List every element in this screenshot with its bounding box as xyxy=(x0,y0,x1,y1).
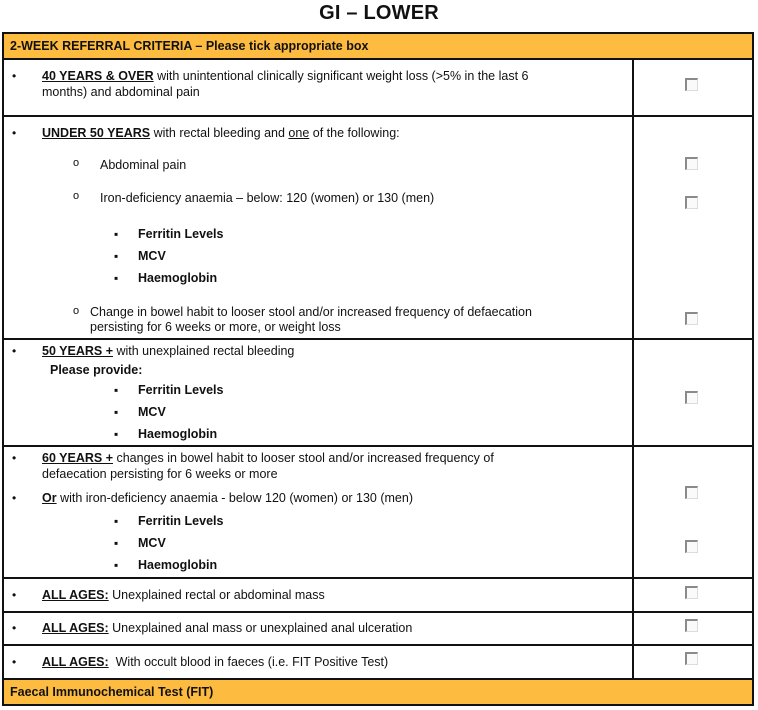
column-divider xyxy=(632,613,634,644)
checkbox-60-plus-anaemia[interactable] xyxy=(685,540,698,553)
sub-bullet: o xyxy=(73,190,80,202)
column-divider xyxy=(632,646,634,678)
referral-table xyxy=(2,32,754,706)
square-bullet: ▪ xyxy=(114,405,119,419)
criteria-line: with iron-deficiency anaemia - below 120 (women) or 130 (men) xyxy=(56,491,414,505)
page-title: GI – LOWER xyxy=(319,2,439,24)
square-bullet: ▪ xyxy=(114,427,119,441)
age-lead: UNDER 50 YEARS xyxy=(42,126,151,140)
criteria-line: changes in bowel habit to looser stool and/or increased frequency of xyxy=(113,451,494,465)
sub-bullet: o xyxy=(73,157,80,169)
test-mcv: MCV xyxy=(138,249,166,263)
bullet: • xyxy=(12,655,17,669)
square-bullet: ▪ xyxy=(114,271,119,285)
age-lead: ALL AGES: xyxy=(42,621,109,635)
fit-header-text: Faecal Immunochemical Test (FIT) xyxy=(10,685,214,699)
checkbox-anal-mass[interactable] xyxy=(685,619,698,632)
checkbox-bowel-change[interactable] xyxy=(685,312,698,325)
age-lead: 50 YEARS + xyxy=(42,344,113,358)
criteria-text xyxy=(42,491,413,506)
criteria-text xyxy=(42,344,294,359)
criteria-line: Unexplained anal mass or unexplained anal ulceration xyxy=(108,621,413,635)
criteria-row-60-plus xyxy=(4,445,752,577)
bullet: • xyxy=(12,344,17,358)
square-bullet: ▪ xyxy=(114,249,119,263)
criteria-row-under-50 xyxy=(4,115,752,338)
sub-criteria-abdominal-pain: Abdominal pain xyxy=(100,158,187,172)
square-bullet: ▪ xyxy=(114,383,119,397)
criteria-line: with unintentional clinically significant weight loss (>5% in the last 6 xyxy=(153,69,529,83)
bullet: • xyxy=(12,491,17,505)
checkbox-occult-blood[interactable] xyxy=(685,652,698,665)
checkbox-abdominal-mass[interactable] xyxy=(685,586,698,599)
sub-criteria-iron-deficiency: Iron-deficiency anaemia – below: 120 (women) or 130 (men) xyxy=(100,191,435,205)
criteria-line: with rectal bleeding and xyxy=(150,126,289,140)
column-divider xyxy=(632,340,634,445)
criteria-text xyxy=(42,126,400,141)
age-lead: ALL AGES: xyxy=(42,588,109,602)
or-emphasis: Or xyxy=(42,491,57,505)
bullet: • xyxy=(12,69,17,83)
test-ferritin: Ferritin Levels xyxy=(138,227,224,241)
column-divider xyxy=(632,60,634,115)
column-divider xyxy=(632,447,634,577)
checkbox-40-over[interactable] xyxy=(685,78,698,91)
bullet: • xyxy=(12,451,17,465)
bullet: • xyxy=(12,621,17,635)
test-mcv: MCV xyxy=(138,536,166,550)
criteria-row-50-plus xyxy=(4,338,752,445)
test-haemoglobin: Haemoglobin xyxy=(138,558,218,572)
test-ferritin: Ferritin Levels xyxy=(138,383,224,397)
criteria-line: months) and abdominal pain xyxy=(42,85,200,99)
test-haemoglobin: Haemoglobin xyxy=(138,271,218,285)
criteria-row-40-over xyxy=(4,58,752,115)
test-haemoglobin: Haemoglobin xyxy=(138,427,218,441)
one-emphasis: one xyxy=(288,126,310,140)
criteria-text xyxy=(42,588,325,603)
sub-criteria-bowel-change-2: persisting for 6 weeks or more, or weight loss xyxy=(90,320,341,334)
sub-criteria-bowel-change: Change in bowel habit to looser stool and/or increased frequency of defaecation xyxy=(90,305,532,319)
fit-header xyxy=(4,678,752,704)
sub-bullet: o xyxy=(73,305,80,317)
square-bullet: ▪ xyxy=(114,514,119,528)
square-bullet: ▪ xyxy=(114,227,119,241)
age-lead: 60 YEARS + xyxy=(42,451,113,465)
checkbox-iron-deficiency[interactable] xyxy=(685,196,698,209)
criteria-line: with unexplained rectal bleeding xyxy=(113,344,295,358)
criteria-text xyxy=(42,621,412,636)
please-provide: Please provide: xyxy=(50,363,143,377)
criteria-text xyxy=(42,69,528,84)
checkbox-60-plus-bowel[interactable] xyxy=(685,486,698,499)
age-lead: ALL AGES: xyxy=(42,655,109,669)
criteria-text xyxy=(42,451,494,466)
square-bullet: ▪ xyxy=(114,536,119,550)
age-lead: 40 YEARS & OVER xyxy=(42,69,154,83)
criteria-line: of the following: xyxy=(309,126,400,140)
checkbox-abdominal-pain[interactable] xyxy=(685,157,698,170)
criteria-text xyxy=(42,655,388,670)
square-bullet: ▪ xyxy=(114,558,119,572)
criteria-row-abdominal-mass xyxy=(4,577,752,611)
criteria-row-occult-blood xyxy=(4,644,752,678)
column-divider xyxy=(632,579,634,611)
criteria-line: defaecation persisting for 6 weeks or more xyxy=(42,467,278,481)
criteria-line: Unexplained rectal or abdominal mass xyxy=(108,588,325,602)
criteria-header xyxy=(4,34,752,58)
test-ferritin: Ferritin Levels xyxy=(138,514,224,528)
criteria-line: With occult blood in faeces (i.e. FIT Positive Test) xyxy=(108,655,389,669)
bullet: • xyxy=(12,588,17,602)
criteria-header-text: 2-WEEK REFERRAL CRITERIA – Please tick appropriate box xyxy=(10,39,369,53)
column-divider xyxy=(632,117,634,338)
checkbox-50-plus[interactable] xyxy=(685,391,698,404)
bullet: • xyxy=(12,126,17,140)
test-mcv: MCV xyxy=(138,405,166,419)
criteria-row-anal-mass xyxy=(4,611,752,644)
